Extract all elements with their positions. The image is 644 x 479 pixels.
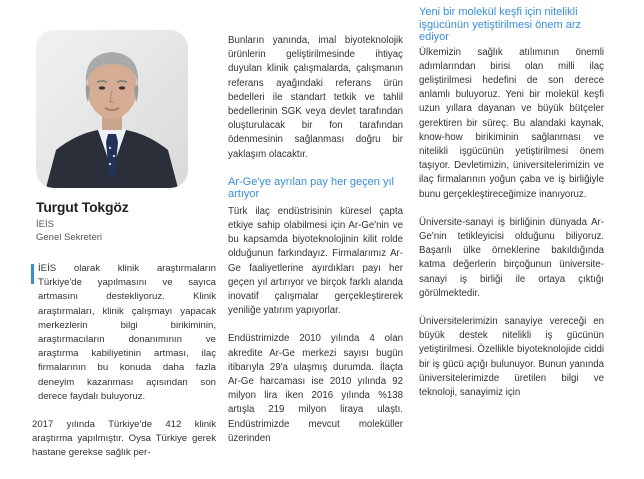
column-1-paragraph-2: 2017 yılında Türkiye'de 412 klinik araştırma yapılmıştır. Oysa Türkiye gerek hastane gerekse sağlık per- [32, 419, 216, 459]
portrait-illustration [36, 30, 188, 188]
column-2-paragraph-3: Endüstrimizde 2010 yılında 4 olan akredite Ar-Ge merkezi sayısı bugün itibarıyla 29'a ulaşmış durumda. İlaçta Ar-Ge harcaması ise 2010 yılında 92 milyon lira iken 2016 yılında %138 artışla 219 milyon liraya ulaştı. Endüstrimizde mevcut moleküller üzerinden [228, 333, 403, 444]
column-3-heading: Yeni bir molekül keşfi için nitelikli işgücünün yetiştirilmesi önem arz ediyor [419, 6, 582, 43]
column-2 [228, 34, 403, 446]
column-2-paragraph-1: Bunların yanında, imal biyoteknolojik ürünlerin geliştirilmesinde ihtiyaç duyulan klinik çalışmalarda, çalışmanın referans ayağındaki referans ürün bedelleri ile standart tetkik ve tahlil bedellerinin SGK veya devlet tarafından oluşturulacak bir fon tarafından ödenmesinin sağlanması doğru bir yaklaşım olacaktır. [228, 35, 403, 160]
person-title: Genel Sekreteri [36, 232, 103, 243]
column-2-heading: Ar-Ge'ye ayrılan pay her geçen yıl artıyor [228, 175, 394, 201]
intro-paragraph: İEİS olarak klinik araştırmaların Türkiye'de yapılmasını ve sayıca artmasını destekliyoruz. Klinik araştırmaları, klinik çalışmayı yapacak merkezlerin bilgi birikiminin, araştırmacıların donanımının ve araştırma kabiliyetinin artması, ilaç firmalarının bu konuda daha fazla deneyim kazanması açısından son derece faydalı buluyoruz. [38, 263, 216, 402]
column-3-paragraph-3: Üniversitelerimizin sanayiye vereceği en büyük destek nitelikli iş gücünün yetiştirilmesi. Özellikle biyoteknolojide ciddi bir iş gücü açığı bulunuyor. Bunun yanında üniversitelerimizde üretilen bilgi ve teknoloji, sanayimiz için [419, 315, 604, 398]
person-name: Turgut Tokgöz [36, 199, 129, 215]
person-organization: İEİS [36, 219, 54, 230]
column-1 [32, 262, 216, 461]
column-3-paragraph-1: Ülkemizin sağlık atılımının önemli adımlarından birisi olan milli ilaç geliştirilmesi hedefini de son derece anlamlı buluyoruz. Yeni bir molekül keşfi uzun yıllara dayanan ve büyük bütçeler gerektiren bir süreç. Bu alandaki kaynak, know-how birikiminin sağlanması ve nitelikli işgücünün yetiştirilmesi önem taşıyor. Devletimizin, üniversitelerimizin ve ilaç firmalarının yoğun çaba ve iş birliğiyle bunu gerçekleştireceğimize inanıyoruz. [419, 46, 604, 200]
column-3-paragraph-2: Üniversite-sanayi iş birliğinin dünyada Ar-Ge'nin tetikleyicisi olduğunu biliyoruz. Başarılı ülke örneklerine bakıldığında katma değerlerin birçoğunun üniversite-sanayi iş birliği ile ortaya çıktığı görülmektedir. [419, 216, 604, 299]
column-2-paragraph-2: Türk ilaç endüstrisinin küresel çapta etkiye sahip olabilmesi için Ar-Ge'nin ve bu kapsamda biyoteknolojinin kilit rolde olduğunun farkındayız. Firmalarımız Ar-Ge faaliyetlerine ayırdıkları payı her geçen yıl artırıyor ve birçok farklı alanda inovatif çalışmalar gerçekleştirerek yeniliğe yatırım yapıyorlar. [228, 205, 403, 317]
column-3 [419, 6, 604, 400]
portrait-photo [36, 30, 188, 188]
